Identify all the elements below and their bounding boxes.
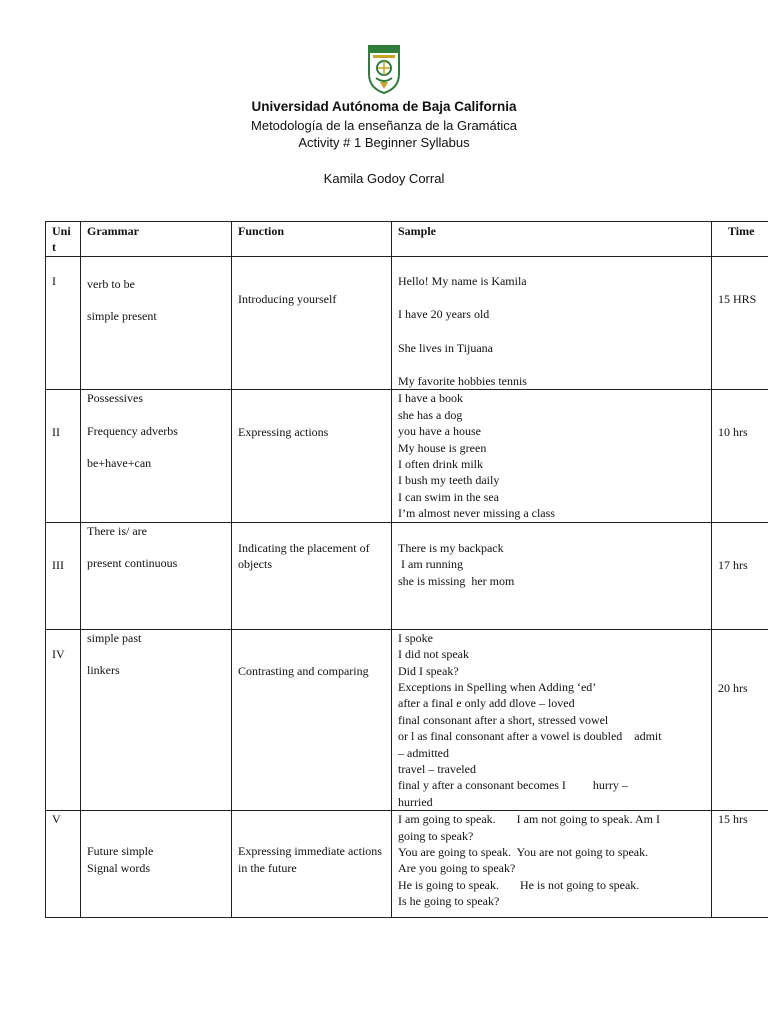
sample-line: she is missing her mom: [398, 573, 515, 588]
sample-line: My house is green: [398, 440, 487, 455]
sample-cell: [392, 811, 712, 918]
university-seal-icon: [366, 44, 402, 94]
sample-line: I can swim in the sea: [398, 489, 499, 504]
table-row: [46, 256, 768, 390]
sample-line: I did not speak: [398, 647, 469, 662]
grammar-item: simple past: [87, 630, 142, 645]
function-cell: Expressing actions: [232, 390, 392, 522]
sample-line: She lives in Tijuana: [398, 340, 494, 355]
sample-line: I have a book: [398, 391, 463, 406]
sample-line: Is he going to speak?: [398, 894, 500, 909]
sample-line: Are you going to speak?: [398, 861, 516, 876]
sample-line: Exceptions in Spelling when Adding ‘ed’: [398, 679, 597, 694]
function-cell: Expressing immediate actions in the future: [232, 811, 392, 918]
sample-line: – admitted: [398, 745, 449, 760]
unit-cell: I: [46, 256, 81, 390]
sample-line: I often drink milk: [398, 457, 483, 472]
syllabus-table: [45, 221, 768, 918]
sample-line: Did I speak?: [398, 663, 459, 678]
sample-line: I spoke: [398, 630, 433, 645]
grammar-cell: [81, 390, 232, 522]
header-function: Function: [232, 222, 392, 257]
grammar-cell: [81, 629, 232, 810]
sample-line: There is my backpack: [398, 540, 504, 555]
grammar-item: Signal words: [87, 860, 150, 875]
header-time: Time: [712, 222, 768, 257]
sample-line: I am going to speak. I am not going to speak. Am I: [398, 812, 660, 827]
sample-line: I have 20 years old: [398, 307, 490, 322]
time-cell: 17 hrs: [712, 522, 768, 629]
table-row: [46, 522, 768, 629]
header-sample: Sample: [392, 222, 712, 257]
function-cell: Introducing yourself: [232, 256, 392, 390]
grammar-item: linkers: [87, 663, 120, 678]
author-name: Kamila Godoy Corral: [323, 171, 445, 186]
grammar-cell: [81, 522, 232, 629]
sample-line: she has a dog: [398, 407, 463, 422]
sample-cell: [392, 256, 712, 390]
sample-line: or l as final consonant after a vowel is doubled admit: [398, 729, 662, 744]
sample-line: Hello! My name is Kamila: [398, 273, 527, 288]
sample-line: hurried: [398, 794, 433, 809]
unit-cell: IV: [46, 629, 81, 810]
function-cell: Contrasting and comparing: [232, 629, 392, 810]
activity-title: Activity # 1 Beginner Syllabus: [298, 135, 470, 150]
sample-line: He is going to speak. He is not going to speak.: [398, 877, 640, 892]
sample-line: you have a house: [398, 424, 481, 439]
grammar-item: verb to be: [87, 276, 135, 291]
sample-line: I bush my teeth daily: [398, 473, 500, 488]
sample-line: going to speak?: [398, 828, 474, 843]
sample-line: final consonant after a short, stressed vowel: [398, 712, 609, 727]
table-row: [46, 629, 768, 810]
grammar-cell: [81, 811, 232, 918]
grammar-item: simple present: [87, 309, 157, 324]
sample-line: You are going to speak. You are not going to speak.: [398, 844, 649, 859]
sample-line: after a final e only add dlove – loved: [398, 696, 575, 711]
grammar-item: Possessives: [87, 391, 144, 406]
sample-line: final y after a consonant becomes I hurry –: [398, 778, 628, 793]
grammar-item: There is/ are: [87, 523, 147, 538]
sample-line: I am running: [398, 557, 463, 572]
table-row: [46, 390, 768, 522]
sample-line: travel – traveled: [398, 761, 476, 776]
table-row: [46, 811, 768, 918]
time-cell: 20 hrs: [712, 629, 768, 810]
university-name: Universidad Autónoma de Baja California: [251, 99, 517, 114]
time-cell: 15 hrs: [712, 811, 768, 918]
grammar-item: Frequency adverbs: [87, 423, 178, 438]
unit-cell: V: [46, 811, 81, 918]
grammar-item: Future simple: [87, 844, 154, 859]
sample-cell: [392, 629, 712, 810]
course-title: Metodología de la enseñanza de la Gramática: [251, 118, 517, 133]
sample-cell: [392, 522, 712, 629]
sample-cell: [392, 390, 712, 522]
header-unit: Uni t: [46, 222, 81, 257]
grammar-cell: [81, 256, 232, 390]
sample-line: I’m almost never missing a class: [398, 506, 555, 521]
unit-cell: II: [46, 390, 81, 522]
grammar-item: be+have+can: [87, 456, 152, 471]
time-cell: 10 hrs: [712, 390, 768, 522]
function-cell: Indicating the placement of objects: [232, 522, 392, 629]
table-header-row: [46, 222, 768, 257]
unit-cell: III: [46, 522, 81, 629]
time-cell: 15 HRS: [712, 256, 768, 390]
sample-line: My favorite hobbies tennis: [398, 374, 527, 389]
header-grammar: Grammar: [81, 222, 232, 257]
grammar-item: present continuous: [87, 556, 178, 571]
